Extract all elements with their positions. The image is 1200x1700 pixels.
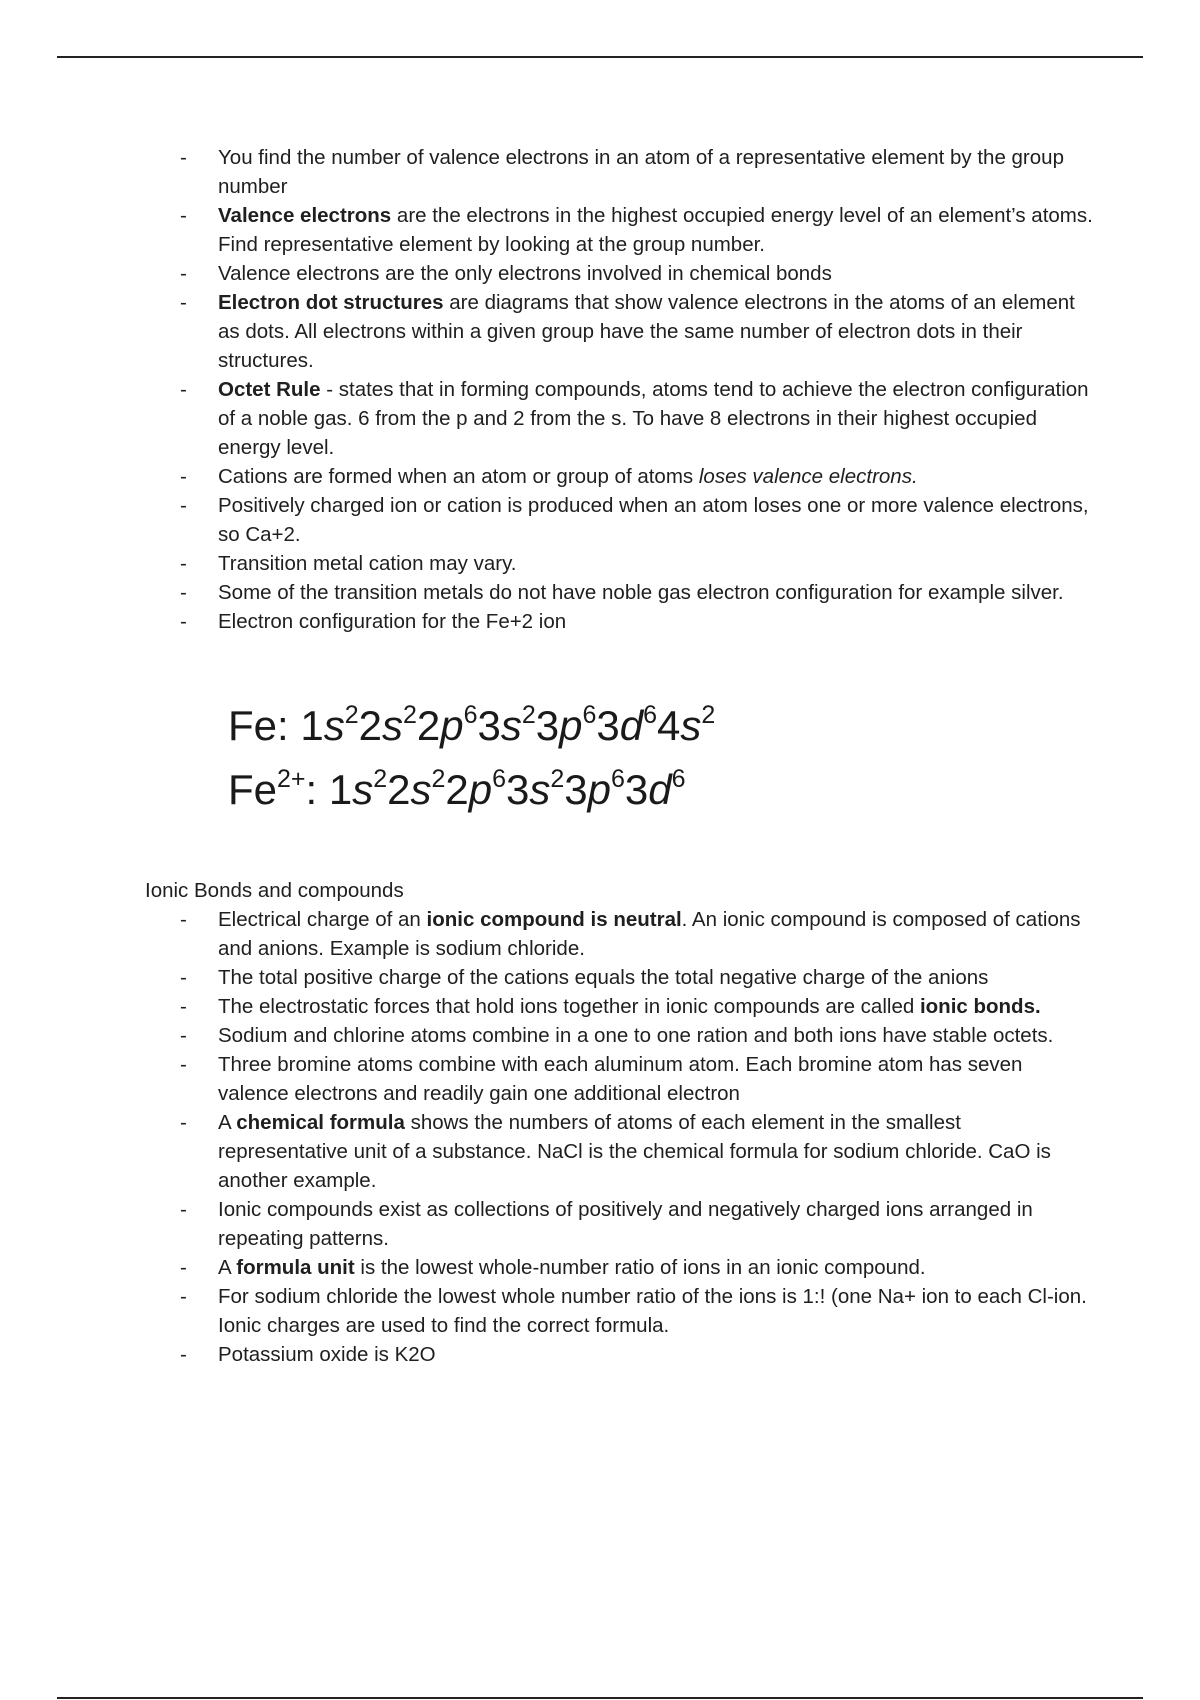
superscript: 6 [611,765,625,793]
list-item [180,1108,1095,1195]
text-run: 4 [657,702,681,749]
bullet-dash: - [180,1285,187,1308]
text-run: - states that in forming compounds, atoms tend to achieve the electron configuration of a noble gas. 6 from the p and 2 from the s. To have 8 electrons in their highest occupied energy level. [218,378,1089,459]
bold-term: Octet Rule [218,378,321,401]
text-run: shows the numbers of atoms of each element in the smallest representative unit of a substance. NaCl is the chemical formula for sodium chloride. CaO is another example. [218,1111,1051,1192]
list-item [180,1195,1095,1253]
list-item [180,491,1095,549]
list-item [180,963,1095,992]
list-item [180,549,1095,578]
text-run: Fe: 1 [228,702,324,749]
list-item [180,992,1095,1021]
list-item [180,1021,1095,1050]
superscript: 2 [521,701,536,729]
superscript: 2 [402,701,417,729]
bullet-dash: - [180,1198,187,1221]
list-item [180,905,1095,963]
top-rule [57,56,1143,58]
text-run: 2 [445,766,469,813]
text-run: For sodium chloride the lowest whole number ratio of the ions is 1:! (one Na+ ion to each Cl-ion. Ionic charges are used to find the correct formula. [218,1285,1087,1337]
bullet-dash: - [180,995,187,1018]
italic-text: s [352,766,374,813]
italic-text: p [440,702,464,749]
bullet-dash: - [180,581,187,604]
text-run: 2 [416,702,441,749]
list-item [180,259,1095,288]
ionic-bonds-notes-list [180,905,1095,1369]
superscript: 6 [582,701,597,729]
list-item [180,607,1095,636]
text-run: are the electrons in the highest occupied energy level of an element’s atoms. Find representative element by looking at the group number. [218,204,1093,256]
list-item [180,143,1095,201]
text-run: 3 [624,766,649,813]
text-run: You find the number of valence electrons in an atom of a representative element by the group number [218,146,1064,198]
italic-text: p [559,702,583,749]
text-run: 2 [387,766,411,813]
italic-text: s [500,702,522,749]
italic-text: d [648,766,672,813]
text-run: Transition metal cation may vary. [218,552,517,575]
superscript: 2 [550,765,565,793]
italic-text: s [323,702,345,749]
bold-term: Electron dot structures [218,291,444,314]
bullet-dash: - [180,494,187,517]
italic-text: s [410,766,432,813]
text-run: 3 [477,702,501,749]
bullet-dash: - [180,610,187,633]
bold-term: ionic compound is neutral [426,908,682,931]
list-item [180,1253,1095,1282]
text-run: are diagrams that show valence electrons in the atoms of an element as dots. All electrons within a given group have the same number of electron dots in their structures. [218,291,1075,372]
text-run: Electrical charge of an [218,908,427,931]
bold-term: formula unit [236,1256,355,1279]
italic-text: p [468,766,493,813]
list-item [180,462,1095,491]
section-heading: Ionic Bonds and compounds [145,879,404,902]
bullet-dash: - [180,291,187,314]
superscript: 2 [701,701,716,729]
text-run: Ionic compounds exist as collections of positively and negatively charged ions arranged in repeating patterns. [218,1198,1033,1250]
bold-term: chemical formula [236,1111,405,1134]
text-run: 3 [564,766,588,813]
text-run: Sodium and chlorine atoms combine in a one to one ration and both ions have stable octets. [218,1024,1054,1047]
bullet-dash: - [180,204,187,227]
text-run: is the lowest whole-number ratio of ions in an ionic compound. [354,1256,926,1279]
italic-text: s [680,702,702,749]
list-item [180,201,1095,259]
list-item [180,578,1095,607]
text-run: The total positive charge of the cations equals the total negative charge of the anions [218,966,989,989]
text-run: Cations are formed when an atom or group of atoms [218,465,699,488]
text-run: 3 [506,766,530,813]
italic-text: loses valence electrons. [698,465,918,488]
bold-term: ionic bonds. [919,995,1041,1018]
bullet-dash: - [180,378,187,401]
bullet-dash: - [180,146,187,169]
superscript: 2+ [277,765,306,793]
text-run: . An ionic compound is composed of cations and anions. Example is sodium chloride. [218,908,1081,960]
text-run: 2 [358,702,382,749]
superscript: 6 [643,701,658,729]
list-item [180,288,1095,375]
text-run: A [218,1111,237,1134]
bullet-dash: - [180,1024,187,1047]
text-run: 3 [535,702,560,749]
italic-text: s [381,702,403,749]
text-run: Three bromine atoms combine with each aluminum atom. Each bromine atom has seven valence electrons and readily gain one additional electron [218,1053,1023,1105]
iron-configuration-formulas [228,697,715,825]
valence-notes-list [180,143,1095,636]
bullet-dash: - [180,1053,187,1076]
text-run: Some of the transition metals do not have noble gas electron configuration for example silver. [218,581,1064,604]
superscript: 2 [431,765,446,793]
list-item [180,1340,1095,1369]
text-run: Valence electrons are the only electrons involved in chemical bonds [218,262,832,285]
superscript: 6 [492,765,507,793]
bullet-dash: - [180,262,187,285]
superscript: 2 [373,765,388,793]
italic-text: s [529,766,551,813]
bold-term: Valence electrons [218,204,392,227]
bullet-dash: - [180,1256,187,1279]
italic-text: d [619,702,644,749]
bottom-rule [57,1697,1143,1699]
bullet-dash: - [180,1343,187,1366]
bullet-dash: - [180,908,187,931]
bullet-dash: - [180,966,187,989]
list-item [180,1282,1095,1340]
text-run: Electron configuration for the Fe+2 ion [218,610,567,633]
bullet-dash: - [180,552,187,575]
fe-configuration [228,697,715,761]
list-item [180,1050,1095,1108]
text-run: : 1 [305,766,353,813]
text-run: 3 [596,702,620,749]
text-run: A [218,1256,237,1279]
text-run: The electrostatic forces that hold ions together in ionic compounds are called [218,995,920,1018]
superscript: 2 [344,701,359,729]
superscript: 6 [463,701,478,729]
bullet-dash: - [180,465,187,488]
fe2-configuration [228,761,715,825]
bullet-dash: - [180,1111,187,1134]
list-item [180,375,1095,462]
text-run: Potassium oxide is K2O [218,1343,436,1366]
italic-text: p [587,766,612,813]
text-run: Positively charged ion or cation is produced when an atom loses one or more valence electrons, so Ca+2. [218,494,1089,546]
text-run: Fe [228,766,278,813]
superscript: 6 [671,765,686,793]
